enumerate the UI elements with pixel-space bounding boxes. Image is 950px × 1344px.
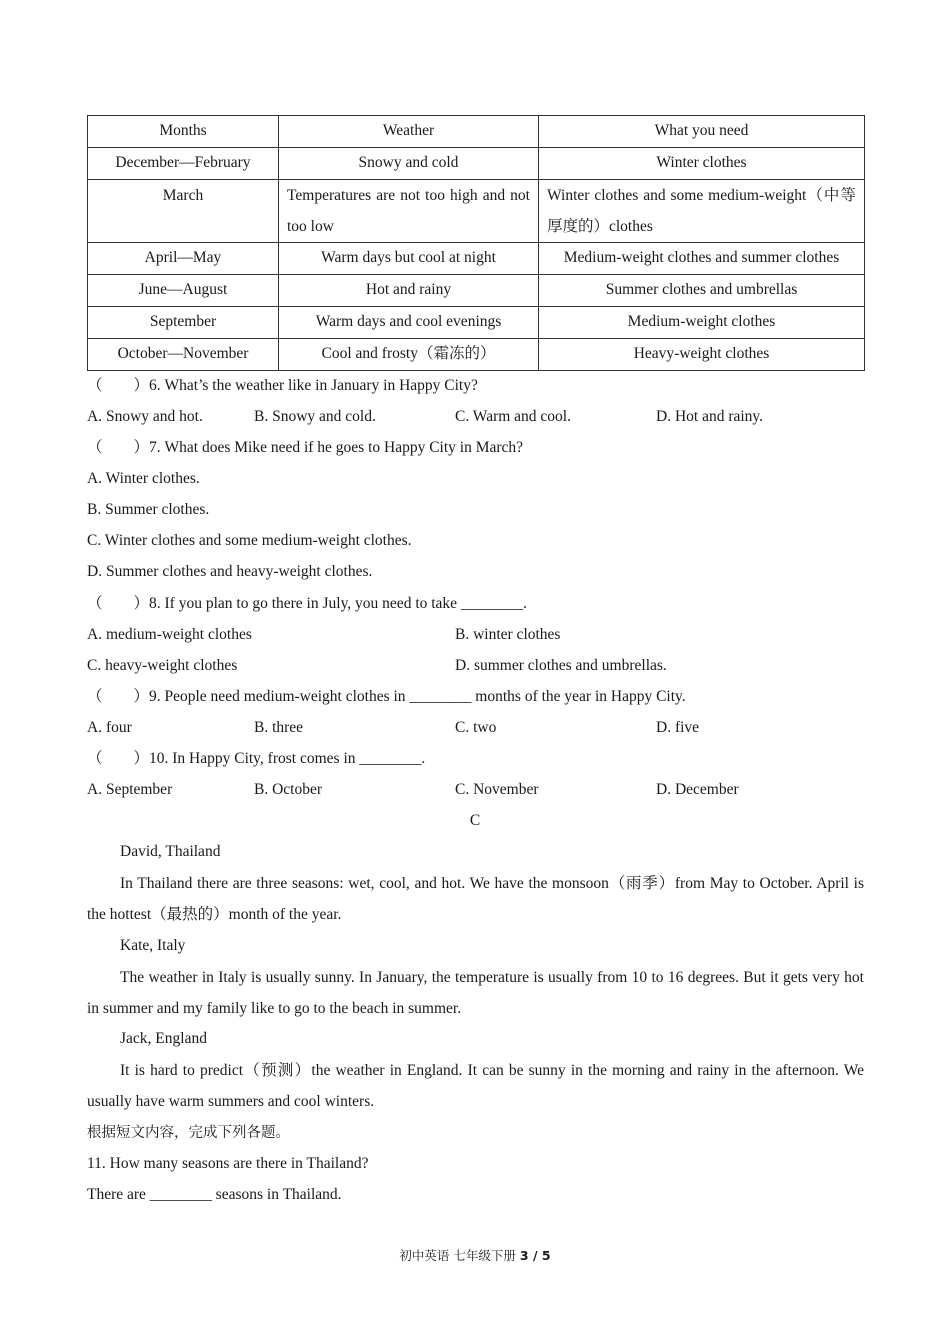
section-c-instruction: 根据短文内容，完成下列各题。 [87,1125,290,1141]
table-row [88,148,865,180]
kate-paragraph [87,962,864,1024]
table-row [88,243,865,275]
table-cell: Snowy and cold [279,148,539,180]
q6-option-c: C. Warm and cool. [455,408,571,425]
q7-option-c: C. Winter clothes and some medium-weight clothes. [87,532,412,549]
q10-option-a: A. September [87,781,173,798]
table-cell: Temperatures are not too high and not too low [279,180,539,243]
table-row [88,180,865,243]
q8-option-a: A. medium-weight clothes [87,626,252,643]
table-cell: March [88,180,279,243]
question-7-stem: （ ）7. What does Mike need if he goes to Happy City in March? [87,439,524,456]
q8-option-c: C. heavy-weight clothes [87,657,238,674]
table-header-cell: What you need [539,116,865,148]
table-cell: Warm days but cool at night [279,243,539,275]
footer-label: 初中英语 七年级下册 [399,1248,516,1263]
q6-option-b: B. Snowy and cold. [254,408,376,425]
table-cell: April—May [88,243,279,275]
jack-paragraph [87,1055,864,1117]
table-cell: Cool and frosty（霜冻的） [279,339,539,371]
q9-option-c: C. two [455,719,497,736]
q7-option-d: D. Summer clothes and heavy-weight clothes. [87,563,373,580]
table-cell: December—February [88,148,279,180]
table-cell: Winter clothes and some medium-weight（中等厚度的）clothes [539,180,865,243]
table-cell: Medium-weight clothes [539,307,865,339]
david-paragraph [87,868,864,930]
question-10-stem: （ ）10. In Happy City, frost comes in ________. [87,750,426,767]
section-c-title: C [469,812,481,829]
table-header-row [88,116,865,148]
table-cell: Medium-weight clothes and summer clothes [539,243,865,275]
table-cell: Warm days and cool evenings [279,307,539,339]
table-cell: June—August [88,275,279,307]
q10-option-d: D. December [656,781,739,798]
q7-option-b: B. Summer clothes. [87,501,210,518]
weather-table [87,115,865,371]
table-cell: October—November [88,339,279,371]
q10-option-c: C. November [455,781,539,798]
table-header-cell: Months [88,116,279,148]
jack-text: It is hard to predict（预测）the weather in England. It can be sunny in the morning and rainy in the afternoon. We usually have warm summers and cool winters. [87,1062,864,1110]
table-row [88,339,865,371]
table-header-cell: Weather [279,116,539,148]
q9-option-a: A. four [87,719,132,736]
kate-heading: Kate, Italy [120,937,186,954]
q9-option-d: D. five [656,719,700,736]
q8-option-d: D. summer clothes and umbrellas. [455,657,667,674]
q6-option-a: A. Snowy and hot. [87,408,203,425]
question-8-stem: （ ）8. If you plan to go there in July, you need to take ________. [87,595,527,612]
david-text: In Thailand there are three seasons: wet, cool, and hot. We have the monsoon（雨季）from May to October. April is the hottest（最热的）month of the year. [87,875,864,923]
q7-option-a: A. Winter clothes. [87,470,200,487]
page-number: 3 / 5 [519,1248,551,1263]
q9-option-b: B. three [254,719,304,736]
q10-option-b: B. October [254,781,323,798]
table-cell: Summer clothes and umbrellas [539,275,865,307]
question-9-stem: （ ）9. People need medium-weight clothes in ________ months of the year in Happy City. [87,688,686,705]
table-cell: Heavy-weight clothes [539,339,865,371]
table-cell: September [88,307,279,339]
table-row [88,307,865,339]
david-heading: David, Thailand [120,843,221,860]
question-11-answer-line: There are ________ seasons in Thailand. [87,1186,342,1203]
page-footer [0,1246,950,1264]
question-6-stem: （ ）6. What’s the weather like in January in Happy City? [87,377,478,394]
q8-option-b: B. winter clothes [455,626,561,643]
jack-heading: Jack, England [120,1030,207,1047]
table-cell: Winter clothes [539,148,865,180]
table-cell: Hot and rainy [279,275,539,307]
question-11-stem: 11. How many seasons are there in Thailand? [87,1155,369,1172]
kate-text: The weather in Italy is usually sunny. In January, the temperature is usually from 10 to 16 degrees. But it gets very hot in summer and my family like to go to the beach in summer. [87,969,864,1017]
table-row [88,275,865,307]
q6-option-d: D. Hot and rainy. [656,408,764,425]
